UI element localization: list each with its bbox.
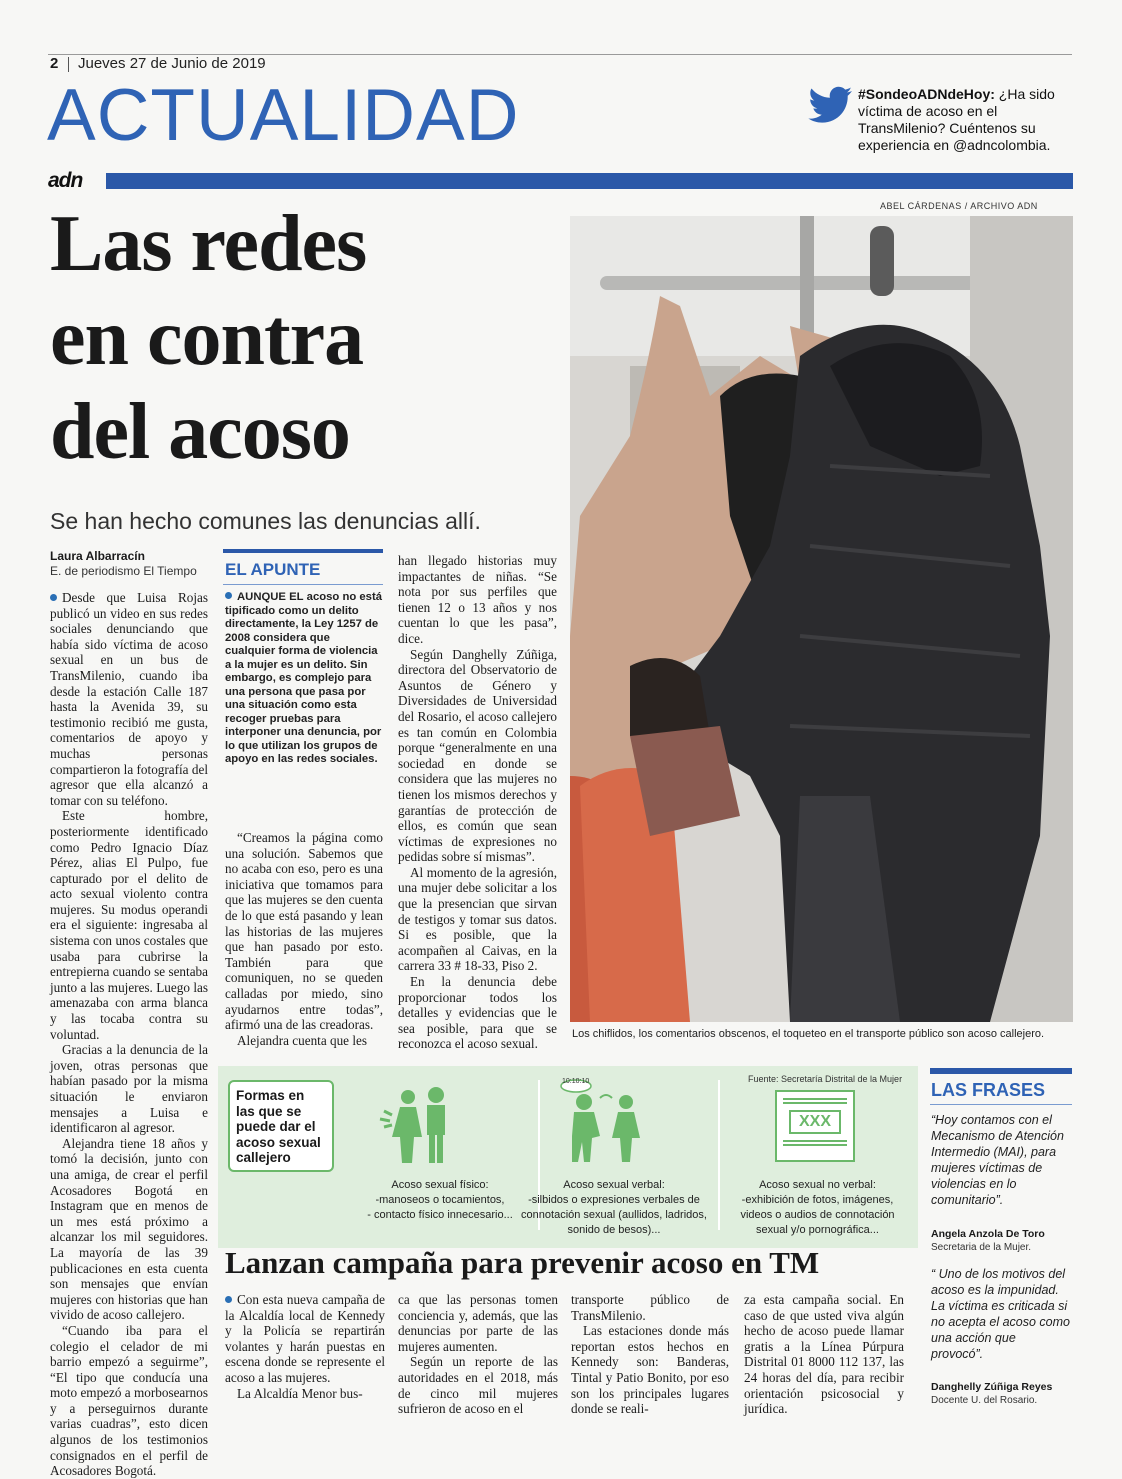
headline-line-3: del acoso (50, 388, 350, 476)
clock-label: 10:10:10 (562, 1078, 590, 1085)
author-role: E. de periodismo El Tiempo (50, 564, 197, 578)
verbal-harassment-icon (560, 1080, 650, 1165)
quote-2: “ Uno de los motivos del acoso es la impunidad. La víctima es criticada si no acepta el acoso como una acción que provocó”. (931, 1267, 1070, 1361)
infographic-source: Fuente: Secretaría Distrital de la Mujer (748, 1074, 903, 1084)
adn-logo: adn (48, 169, 83, 192)
infographic-item-nonverbal: Acoso sexual no verbal: -exhibición de fotos, imágenes, videos o audios de connotación sexual y/o pornográfica... (740, 1179, 895, 1236)
apunte-divider (223, 584, 383, 585)
article-paragraph: Según un reporte de las autoridades en el 2018, más de cinco mil mujeres sufrieron de acoso en el (398, 1354, 558, 1417)
article-column-1 (50, 590, 208, 1479)
article-paragraph: Según Danghelly Zúñiga, directora del Observatorio de Asuntos de Género y Diversidades de Universidad del Rosario, el acoso callejero es tan común en Colombia porque “generalmente en una sociedad en donde se considera que las mujeres no tienen los mismos derechos y garantías de protección de ellos, es común que sean víctimas de expresiones no pedidas sobre sí mismas”. (398, 646, 557, 865)
headline (50, 197, 570, 479)
article-paragraph: “Creamos la página como una solución. Sabemos que no acaba con eso, pero es una iniciativa que tomamos para que las mujeres se den cuenta de lo que está pasando y lean las historias de las mujeres que han pasado por esto. También para que comuniquen, no se queden calladas por miedo, sino ayudarnos entre todas”, afirmó una de las creadoras. (225, 830, 383, 1033)
bullet-icon (225, 592, 232, 599)
infographic-title: Formas en las que se puede dar el acoso sexual callejero (228, 1080, 334, 1172)
article-paragraph: La Alcaldía Menor bus- (237, 1385, 363, 1401)
article-paragraph: Desde que Luisa Rojas publicó un video en sus redes sociales denunciando que había sido víctima de acoso sexual en un bus de TransMilenio, cuando iba desde la estación Calle 187 hasta la Avenida 39, su testimonio recibió me gusta, comentarios de apoyo y muchas personas compartieron la fotografía del agresor que ella alcanzó a tomar con su teléfono. (50, 590, 208, 808)
frases-title: LAS FRASES (931, 1080, 1046, 1100)
headline-line-2: en contra (50, 294, 364, 382)
frases-divider (930, 1104, 1072, 1105)
issue-date: Jueves 27 de Junio de 2019 (78, 55, 266, 72)
article-paragraph: Con esta nueva campaña de la Alcaldía local de Kennedy y la Policía se repartirán volantes y harán puestas en escena donde se represente el acoso a las mujeres. (225, 1292, 385, 1385)
article-column-3 (398, 553, 557, 1052)
article-paragraph: Este hombre, posteriormente identificado como Pedro Ignacio Díaz Pérez, alias El Pulpo, fue capturado por el delito de acto sexual violento contra mujeres. Su modus operandi era el siguiente: ingresaba al sistema con unos costales que usaba para cubrirse la entrepierna cuando se sentaba junto a las mujeres. Luego las amenazaba con arma blanca y las tocaba contra su voluntad. (50, 808, 208, 1042)
quote-1: “Hoy contamos con el Mecanismo de Atención Intermedio (MAI), para mujeres víctimas de violencias en lo comunitario”. (931, 1113, 1064, 1207)
twitter-bird-icon (808, 86, 854, 126)
twitter-question: ¿Ha sido víctima de acoso en el TransMilenio? Cuéntenos su experiencia en @adncolombia. (858, 86, 1055, 153)
second-headline: Lanzan campaña para prevenir acoso en TM (225, 1245, 820, 1280)
quote-2-role: Docente U. del Rosario. (931, 1395, 1038, 1406)
article-paragraph: Alejandra tiene 18 años y tomó la decisión, junto con una amiga, de crear el perfil Acosadores Bogotá en Instagram que en menos de un mes está próximo a alcanzar los mil seguidores. La mayoría de las 39 publicaciones en esta cuenta son mensajes que envían mujeres con historias que han vivido de acoso callejero. (50, 1135, 208, 1323)
infographic-item-physical: Acoso sexual físico: -manoseos o tocamientos, - contacto físico innecesario... (367, 1179, 513, 1221)
article-paragraph: Gracias a la denuncia de la joven, otras personas que habían pasado por la misma situación le enviaron mensajes a Luisa e identificaron al agresor. (50, 1042, 208, 1136)
bus-photo (570, 216, 1073, 1022)
article-paragraph: En la denuncia debe proporcionar todos los detalles y evidencias que le sea posible, para que se reconozca el acoso sexual. (398, 974, 557, 1052)
author-name: Laura Albarracín (50, 549, 145, 563)
apunte-text: AUNQUE EL acoso no está tipificado como un delito directamente, la Ley 1257 de 2008 considera que cualquier forma de violencia a la mujer es un delito. Sin embargo, es complejo para una persona que pasa por una situación como esta recoger pruebas para interponer una denuncia, por lo que utilizan los grupos de apoyo en las redes sociales. (225, 591, 383, 765)
article-column-2 (225, 830, 383, 1048)
infographic-divider (718, 1080, 720, 1230)
article-paragraph: ca que las personas tomen conciencia y, además, que las denuncias por parte de las mujeres aumenten. (398, 1292, 558, 1354)
page-number: 2 (50, 55, 59, 72)
quote-1-author: Angela Anzola De Toro (931, 1228, 1045, 1240)
photo-caption: Los chiflidos, los comentarios obscenos, el toqueteo en el transporte público son acoso callejero. (572, 1028, 1045, 1040)
article-paragraph: Las estaciones donde más reportan estos hechos en Kennedy son: Banderas, Tintal y Patio Bonito, por eso son los principales lugares donde se reali- (571, 1323, 729, 1417)
quote-1-role: Secretaria de la Mujer. (931, 1242, 1032, 1253)
quote-2-author: Danghelly Zúñiga Reyes (931, 1381, 1053, 1393)
subheadline: Se han hecho comunes las denuncias allí. (50, 508, 481, 534)
article-paragraph: transporte público de TransMilenio. (571, 1292, 729, 1323)
article-paragraph: Al momento de la agresión, una mujer debe solicitar a los que la presencian que sirvan de testigos y tomar sus datos. Si es posible, que la acompañen al Caivas, en la carrera 33 # 18-33, Piso 2. (398, 864, 557, 974)
photo-credit: ABEL CÁRDENAS / ARCHIVO ADN (880, 201, 1038, 211)
nonverbal-harassment-icon (775, 1090, 855, 1162)
apunte-rule (223, 549, 383, 553)
physical-harassment-icon (372, 1085, 467, 1165)
second-column-4 (744, 1292, 904, 1417)
headline-line-1: Las redes (50, 200, 367, 288)
apunte-title: EL APUNTE (225, 560, 321, 579)
second-column-2 (398, 1292, 558, 1417)
screen-lines (783, 1140, 847, 1146)
section-title: ACTUALIDAD (47, 75, 520, 156)
article-paragraph: za esta campaña social. En caso de que usted viva algún hecho de acoso puede llamar gratis a la Línea Púrpura Distrital 01 8000 112 137, las 24 horas del día, para recibir orientación psicosocial y jurídica. (744, 1292, 904, 1417)
article-paragraph: han llegado historias muy impactantes de niñas. “Se nota por sus perfiles que tienen 12 o 13 años y nos cuentan lo que les pasa”, dice. (398, 553, 557, 646)
header-divider (68, 57, 69, 72)
bullet-icon (225, 1296, 232, 1303)
twitter-poll-text (858, 86, 1072, 154)
section-bar (106, 173, 1073, 189)
second-column-1 (225, 1292, 385, 1401)
second-column-3 (571, 1292, 729, 1417)
frases-rule (930, 1068, 1072, 1074)
xxx-sign: XXX (789, 1110, 841, 1134)
article-paragraph: “Cuando iba para el colegio el celador de mi barrio empezó a seguirme”, “El tipo que conducía una moto empezó a morbosearnos y a perseguirnos durante varias cuadras”, esto dicen algunos de los testimonios consignados en el perfil de Acosadores Bogotá. (50, 1322, 208, 1479)
article-paragraph: Alejandra cuenta que les (237, 1032, 367, 1048)
screen-lines (783, 1098, 847, 1104)
bullet-icon (50, 594, 57, 601)
twitter-hashtag[interactable]: #SondeoADNdeHoy: (858, 86, 995, 102)
infographic-item-verbal: Acoso sexual verbal: -silbidos o expresiones verbales de connotación sexual (aullidos, ladridos, sonido de besos)... (521, 1179, 707, 1236)
